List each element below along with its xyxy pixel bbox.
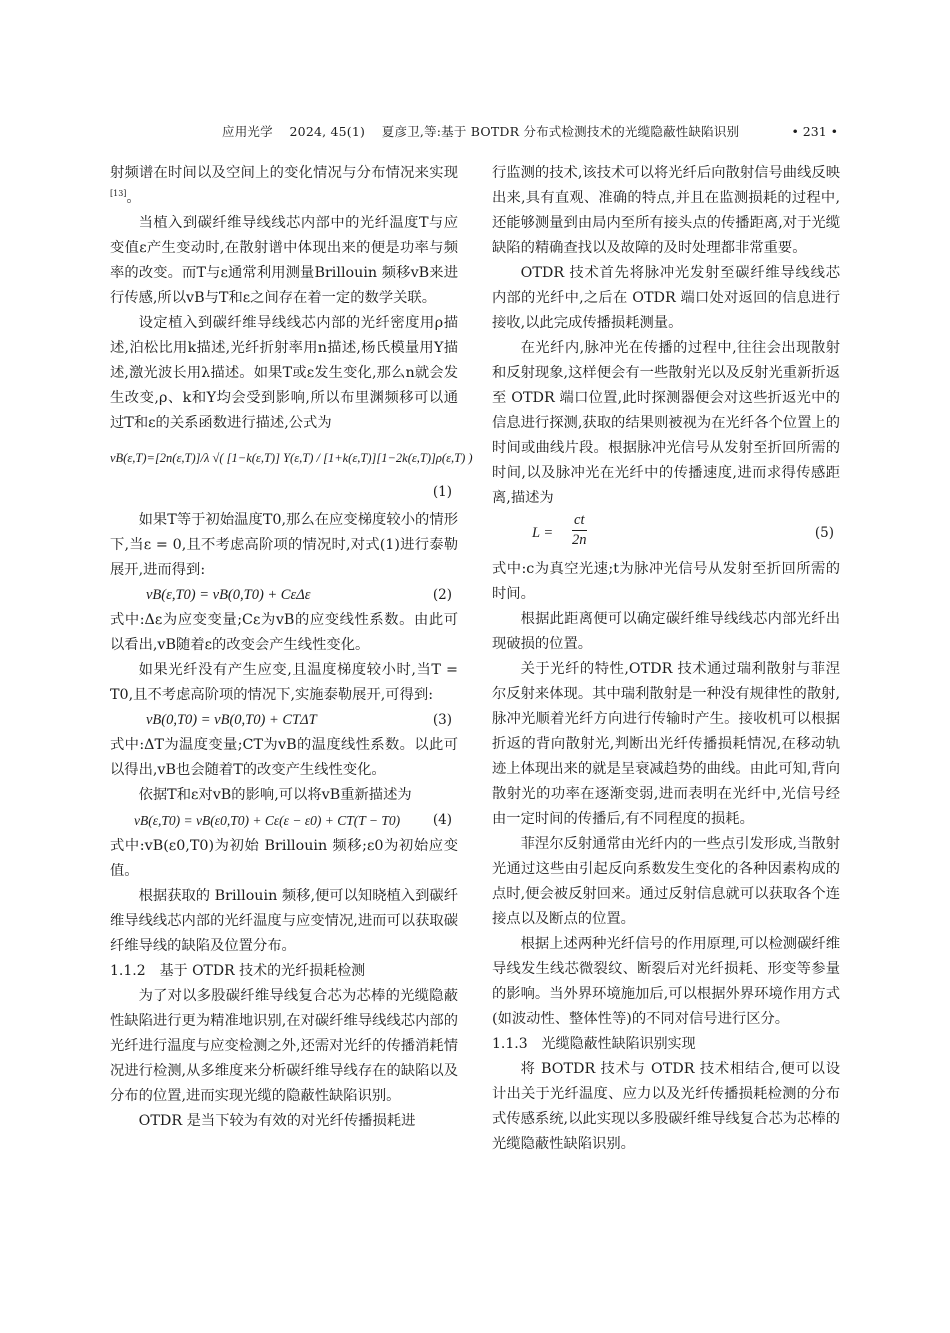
equation-body: vB(ε,T)=[2n(ε,T)]/λ √( [1−k(ε,T)] Y(ε,T) / [1+k(ε,T)][1−2k(ε,T)]ρ(ε,T) ) [110,451,473,465]
paragraph: OTDR 技术首先将脉冲光发射至碳纤维导线线芯内部的光纤中,之后在 OTDR 端口处对返回的信息进行接收,以此完成传播损耗测量。 [492,265,840,331]
section-number: 1.1.3 [492,1036,528,1052]
fraction-numerator: ct [574,512,585,528]
paragraph: 在光纤内,脉冲光在传播的过程中,往往会出现散射和反射现象,这样便会有一些散射光以及反射光重新折返至 OTDR 端口位置,此时探测器便会对这些折返光中的信息进行探测,获取的结果则被视为在光纤各个位置上的时间或曲线片段。根据脉冲光信号从发射至折回所需的时间,以及脉冲光在光纤中的传播速度,进而求得传感距离,描述为 [492,340,840,506]
equation-body: vB(ε,T0) = vB(ε0,T0) + Cε(ε − ε0) + CT(T − T0) [134,813,401,828]
section-title: 光缆隐蔽性缺陷识别实现 [541,1036,696,1052]
journal-issue: 2024, 45(1) [289,124,366,139]
equation-fraction [572,511,587,550]
paragraph: 根据上述两种光纤信号的作用原理,可以检测碳纤维导线发生线芯微裂纹、断裂后对光纤损耗、形变等参量的影响。当外界环境施加后,可以根据外界环境作用方式(如波动性、整体性等)的不同对信号进行区分。 [492,936,840,1027]
paragraph: 依据T和ε对vB的影响,可以将vB重新描述为 [138,787,412,803]
left-column [110,161,473,1134]
paragraph: 式中:c为真空光速;t为脉冲光信号从发射至折回所需的时间。 [492,561,840,602]
running-title: 夏彦卫,等:基于 BOTDR 分布式检测技术的光缆隐蔽性缺陷识别 [381,124,740,139]
equation-number: (5) [814,525,834,541]
paragraph: 式中:vB(ε0,T0)为初始 Brillouin 频移;ε0为初始应变值。 [110,838,458,879]
section-number: 1.1.2 [110,963,146,979]
paragraph: 射频谱在时间以及空间上的变化情况与分布情况来实现[13]。 [110,165,458,206]
equation-number: (2) [432,587,452,603]
equation-body: vB(0,T0) = vB(0,T0) + CTΔT [146,712,317,728]
paragraph: 式中:Δε为应变变量;Cε为vB的应变线性系数。由此可以看出,vB随着ε的改变会产生线性变化。 [110,612,458,653]
paragraph: OTDR 是当下较为有效的对光纤传播损耗进 [138,1113,416,1129]
paragraph: 根据获取的 Brillouin 频移,便可以知晓植入到碳纤维导线线芯内部的光纤温度与应变情况,进而可以获取碳纤维导线的缺陷及位置分布。 [110,888,458,954]
paragraph: 菲涅尔反射通常由光纤内的一些点引发形成,当散射光通过这些由引起反向系数发生变化的各种因素构成的点时,便会被反射回来。通过反射信息就可以获取各个连接点以及断点的位置。 [492,836,840,927]
page-number: • 231 • [791,124,838,139]
equation-5 [492,511,840,557]
paragraph: 当植入到碳纤维导线线芯内部中的光纤温度T与应变值ε产生变动时,在散射谱中体现出来的便是功率与频率的改变。而T与ε通常利用测量Brillouin 频移vB来进行传感,所以vB与T和ε之间存在着一定的数学关联。 [110,215,458,306]
header-center [222,122,739,142]
equation-number: (1) [432,484,452,500]
running-header [110,122,838,142]
paragraph: 式中:ΔT为温度变量;CT为vB的温度线性系数。以此可以得出,vB也会随着T的改变产生线性变化。 [110,737,458,778]
equation-4 [110,808,458,834]
right-column [492,161,840,1157]
paragraph: 设定植入到碳纤维导线线芯内部的光纤密度用ρ描述,泊松比用k描述,光纤折射率用n描述,杨氏模量用Y描述,激光波长用λ描述。如果T或ε发生变化,那么n就会发生改变,ρ、k和Y均会受到影响,所以布里渊频移可以通过T和ε的关系函数进行描述,公式为 [110,315,458,431]
journal-name: 应用光学 [222,124,273,139]
equation-lhs: L = [532,525,554,541]
paragraph: 行监测的技术,该技术可以将光纤后向散射信号曲线反映出来,具有直观、准确的特点,并且在监测损耗的过程中,还能够测量到由局内至所有接头点的传播距离,对于光缆缺陷的精确查找以及故障的及时处理都非常重要。 [492,165,840,256]
paragraph: 关于光纤的特性,OTDR 技术通过瑞利散射与菲涅尔反射来体现。其中瑞利散射是一种没有规律性的散射,脉冲光顺着光纤方向进行传输时产生。接收机可以根据折返的背向散射光,判断出光纤传播损耗情况,在移动轨迹上体现出来的就是呈衰减趋势的曲线。由此可知,背向散射光的功率在逐渐变弱,进而表明在光纤中,光信号经由一定时间的传播后,有不同程度的损耗。 [492,661,840,827]
equation-number: (3) [432,712,452,728]
paragraph: 如果光纤没有产生应变,且温度梯度较小时,当T = T0,且不考虑高阶项的情况下,实施泰勒展开,可得到: [110,662,458,703]
citation[interactable]: [13] [110,189,127,199]
section-heading-1-1-3 [492,1032,840,1057]
equation-body: vB(ε,T0) = vB(0,T0) + CεΔε [146,587,311,603]
equation-3 [110,708,458,733]
paragraph: 根据此距离便可以确定碳纤维导线线芯内部光纤出现破损的位置。 [492,611,840,652]
paragraph: 为了对以多股碳纤维导线复合芯为芯棒的光缆隐蔽性缺陷进行更为精准地识别,在对碳纤维导线线芯内部的光纤进行温度与应变检测之外,还需对光纤的传播消耗情况进行检测,从多维度来分析碳纤维导线存在的缺陷以及分布的位置,进而实现光缆的隐蔽性缺陷识别。 [110,988,458,1104]
paragraph: 将 BOTDR 技术与 OTDR 技术相结合,便可以设计出关于光纤温度、应力以及光纤传播损耗检测的分布式传感系统,以此实现以多股碳纤维导线复合芯为芯棒的光缆隐蔽性缺陷识别。 [492,1061,840,1152]
fraction-denominator: 2n [572,532,587,548]
equation-number: (4) [432,812,452,828]
equation-1 [110,436,473,508]
section-heading-1-1-2 [110,959,458,984]
paragraph: 如果T等于初始温度T0,那么在应变梯度较小的情形下,当ε = 0,且不考虑高阶项的情况时,对式(1)进行泰勒展开,进而得到: [110,512,458,578]
equation-2 [110,583,458,608]
section-title: 基于 OTDR 技术的光纤损耗检测 [159,963,366,979]
